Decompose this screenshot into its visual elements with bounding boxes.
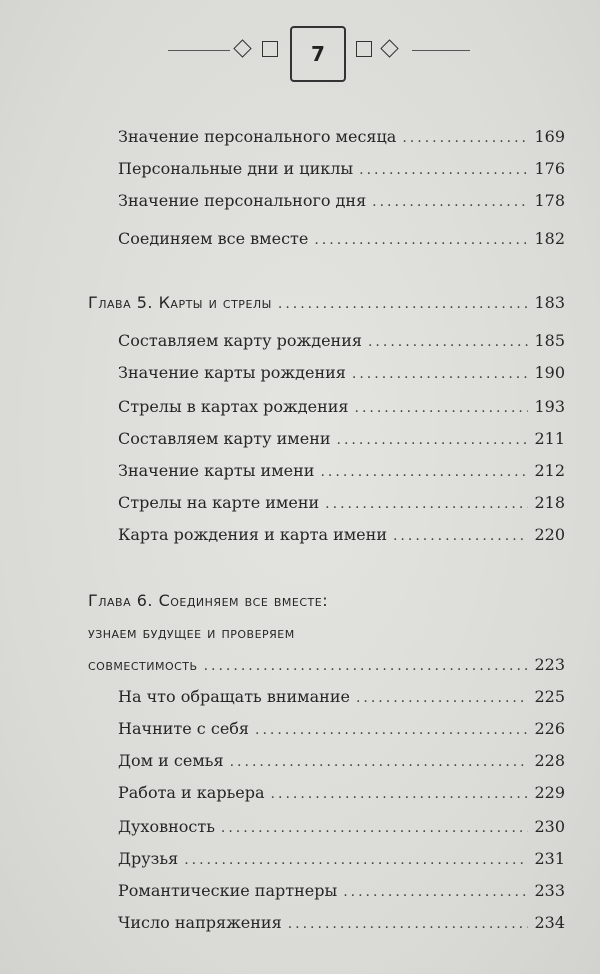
- toc-entry-page: 176: [534, 159, 565, 178]
- toc-entry[interactable]: [118, 816, 565, 839]
- toc-entry[interactable]: [118, 524, 565, 547]
- toc-entry[interactable]: [118, 848, 565, 871]
- toc-entry-title: На что обращать внимание: [118, 687, 350, 706]
- leader-dots: [184, 849, 528, 871]
- page-number: 7: [311, 42, 325, 66]
- toc-entry-title: Значение персонального дня: [118, 191, 367, 210]
- page-number-box: [290, 26, 346, 82]
- toc-entry[interactable]: [118, 880, 565, 903]
- toc-entry-title: Работа и карьера: [118, 783, 265, 802]
- leader-dots: [278, 293, 529, 315]
- toc-entry-page: 228: [534, 751, 565, 770]
- square-icon: [356, 41, 372, 57]
- toc-entry-page: 225: [534, 687, 565, 706]
- chapter-heading: Глава 5. Карты и стрелы: [88, 293, 272, 312]
- toc-entry-page: 234: [534, 913, 565, 932]
- toc-entry-title: Персональные дни и циклы: [118, 159, 354, 178]
- toc-entry-title: Значение карты рождения: [118, 363, 346, 382]
- leader-dots: [343, 881, 528, 903]
- diamond-icon: [233, 39, 251, 57]
- toc-entry[interactable]: [118, 750, 565, 773]
- leader-dots: [359, 159, 528, 181]
- toc-entry-page: 226: [534, 719, 565, 738]
- toc-entry-page: 193: [534, 397, 565, 416]
- chapter-heading: совместимость: [88, 655, 198, 674]
- toc-entry[interactable]: [118, 428, 565, 451]
- toc-entry[interactable]: [118, 686, 565, 709]
- toc-entry-title: Стрелы на карте имени: [118, 493, 320, 512]
- leader-dots: [352, 363, 529, 385]
- ornament-line-left: [168, 50, 230, 51]
- leader-dots: [356, 687, 529, 709]
- leader-dots: [355, 397, 529, 419]
- toc-entry-page: 178: [534, 191, 565, 210]
- toc-entry-title: Духовность: [118, 817, 215, 836]
- leader-dots: [271, 783, 529, 805]
- leader-dots: [204, 655, 529, 677]
- toc-entry-title: Друзья: [118, 849, 179, 868]
- leader-dots: [320, 461, 528, 483]
- leader-dots: [288, 913, 529, 935]
- toc-entry-title: Значение карты имени: [118, 461, 315, 480]
- toc-entry-title: Начните с себя: [118, 719, 250, 738]
- leader-dots: [372, 191, 528, 213]
- toc-entry-title: Дом и семья: [118, 751, 224, 770]
- toc-entry[interactable]: [118, 912, 565, 935]
- toc-entry[interactable]: [118, 330, 565, 353]
- chapter-page: 183: [534, 293, 565, 312]
- toc-entry-title: Значение персонального месяца: [118, 127, 397, 146]
- toc-entry[interactable]: [118, 158, 565, 181]
- toc-entry-title: Соединяем все вместе: [118, 229, 309, 248]
- leader-dots: [221, 817, 529, 839]
- leader-dots: [255, 719, 528, 741]
- toc-entry-page: 233: [534, 881, 565, 900]
- toc-entry-page: 190: [534, 363, 565, 382]
- toc-entry-page: 218: [534, 493, 565, 512]
- toc-entry-page: 220: [534, 525, 565, 544]
- toc-entry-page: 231: [534, 849, 565, 868]
- toc-entry-page: 185: [534, 331, 565, 350]
- leader-dots: [393, 525, 528, 547]
- toc-chapter-5[interactable]: [88, 292, 565, 315]
- toc-entry-title: Романтические партнеры: [118, 881, 338, 900]
- leader-dots: [402, 127, 528, 149]
- toc-entry[interactable]: [118, 228, 565, 251]
- toc-entry[interactable]: [118, 782, 565, 805]
- toc-entry-page: 211: [534, 429, 565, 448]
- toc-entry-title: Стрелы в картах рождения: [118, 397, 349, 416]
- leader-dots: [230, 751, 529, 773]
- toc-entry-page: 230: [534, 817, 565, 836]
- toc-entry[interactable]: [118, 718, 565, 741]
- toc-entry-title: Составляем карту имени: [118, 429, 331, 448]
- chapter-page: 223: [534, 655, 565, 674]
- chapter-heading-line: узнаем будущее и проверяем: [88, 623, 295, 642]
- diamond-icon: [380, 39, 398, 57]
- square-icon: [262, 41, 278, 57]
- ornament-line-right: [412, 50, 470, 51]
- leader-dots: [314, 229, 528, 251]
- toc-entry-page: 182: [534, 229, 565, 248]
- leader-dots: [325, 493, 528, 515]
- leader-dots: [368, 331, 528, 353]
- chapter-heading-line: Глава 6. Соединяем все вместе:: [88, 591, 329, 610]
- page-header-ornament: [0, 26, 600, 96]
- toc-entry[interactable]: [118, 362, 565, 385]
- toc-entry[interactable]: [118, 190, 565, 213]
- toc-entry-title: Карта рождения и карта имени: [118, 525, 387, 544]
- toc-entry-page: 229: [534, 783, 565, 802]
- toc-entry[interactable]: [118, 460, 565, 483]
- toc-entry-page: 169: [534, 127, 565, 146]
- toc-entry[interactable]: [118, 492, 565, 515]
- leader-dots: [337, 429, 529, 451]
- toc-entry[interactable]: [118, 126, 565, 149]
- toc-entry-title: Составляем карту рождения: [118, 331, 362, 350]
- toc-entry-title: Число напряжения: [118, 913, 282, 932]
- toc-entry-page: 212: [534, 461, 565, 480]
- toc-chapter-6[interactable]: [88, 654, 565, 677]
- toc-entry[interactable]: [118, 396, 565, 419]
